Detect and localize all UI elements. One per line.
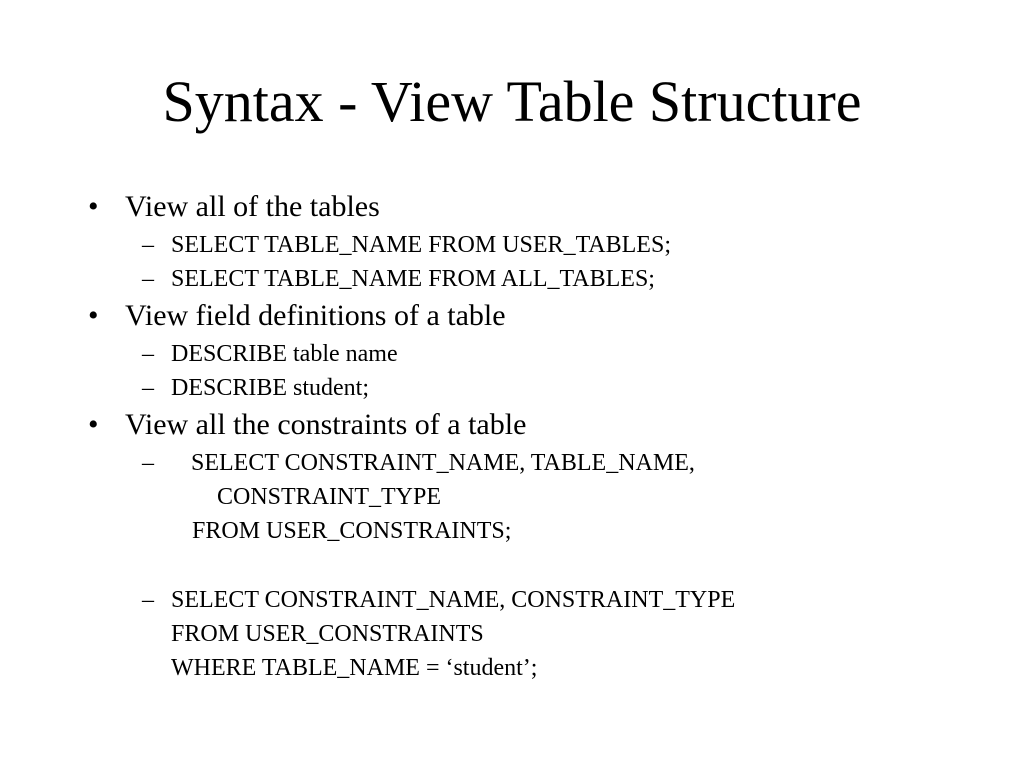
sub-item-continuation: CONSTRAINT_TYPE bbox=[217, 484, 442, 510]
sub-item bbox=[142, 373, 369, 403]
bullet-text: View all the constraints of a table bbox=[125, 408, 527, 441]
dash-marker: – bbox=[142, 341, 154, 367]
sub-item-text: SELECT TABLE_NAME FROM USER_TABLES; bbox=[171, 232, 671, 258]
sub-item bbox=[142, 339, 398, 369]
dash-marker: – bbox=[142, 450, 154, 476]
sub-item bbox=[142, 230, 671, 260]
dash-marker: – bbox=[142, 587, 154, 613]
sub-item-text: DESCRIBE table name bbox=[171, 341, 398, 367]
bullet-text: View all of the tables bbox=[125, 190, 380, 223]
dash-marker: – bbox=[142, 266, 154, 292]
sub-item bbox=[142, 585, 735, 615]
sub-item-text: SELECT TABLE_NAME FROM ALL_TABLES; bbox=[171, 266, 655, 292]
sub-item bbox=[142, 264, 655, 294]
dash-marker: – bbox=[142, 232, 154, 258]
bullet-item bbox=[88, 298, 506, 334]
bullet-marker: • bbox=[88, 408, 99, 441]
sub-item-continuation: WHERE TABLE_NAME = ‘student’; bbox=[171, 655, 538, 681]
sub-item-text: DESCRIBE student; bbox=[171, 375, 370, 401]
bullet-text: View field definitions of a table bbox=[125, 299, 506, 332]
sub-item-continuation: FROM USER_CONSTRAINTS bbox=[171, 621, 484, 647]
bullet-item bbox=[88, 189, 380, 225]
sub-item-text: SELECT CONSTRAINT_NAME, CONSTRAINT_TYPE bbox=[171, 587, 736, 613]
sub-item-text: SELECT CONSTRAINT_NAME, TABLE_NAME, bbox=[191, 450, 695, 476]
bullet-item bbox=[88, 407, 526, 443]
sub-item-continuation: FROM USER_CONSTRAINTS; bbox=[192, 518, 512, 544]
slide-title: Syntax - View Table Structure bbox=[162, 69, 862, 134]
sub-item bbox=[142, 448, 695, 478]
bullet-marker: • bbox=[88, 190, 99, 223]
bullet-marker: • bbox=[88, 299, 99, 332]
dash-marker: – bbox=[142, 375, 154, 401]
